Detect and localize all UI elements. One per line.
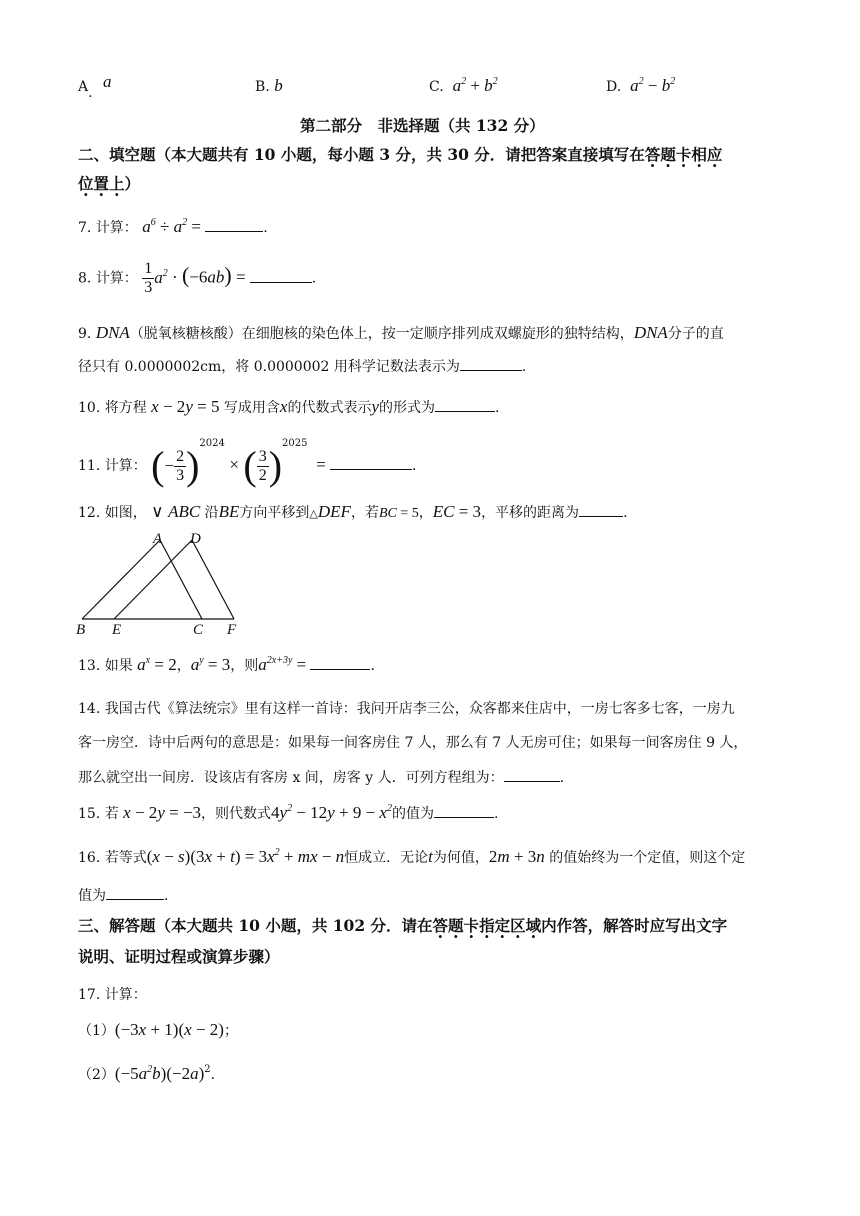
question-12: 12. 如图， ∨ ABC 沿BE方向平移到△DEF，若BC = 5，EC = 3，平移的距离为 . bbox=[78, 502, 628, 521]
label-d: D bbox=[190, 531, 201, 547]
option-a: A. a bbox=[78, 72, 112, 101]
question-14-line2: 客一房空．诗中后两句的意思是：如果每一间客房住 7 人，那么有 7 人无房可住；如果每一间客房住 9 人， bbox=[78, 735, 748, 751]
option-c: C. $a^2 + b^2$ bbox=[429, 76, 498, 95]
label-e: E bbox=[112, 622, 122, 638]
question-11: 11. 计算： (− $\frac{2}{3}$ )$^{2024}$ × ( $\frac{3}{2}$ )$^{2025}$ = . bbox=[78, 438, 417, 488]
question-7: 7. 计算： $a^6 \div a^2$ = . bbox=[78, 217, 268, 236]
option-b: B. b bbox=[255, 76, 283, 95]
question-16-line1: 16. 若等式$(x - s)(3x + t) = 3x^2$ + mx − n恒成立．无论t为何值，2m + 3n 的值始终为一个定值，则这个定 bbox=[78, 847, 746, 866]
question-14-line3: 那么就空出一间房．设该店有客房 x 间，房客 y 人．可列方程组为： . bbox=[78, 767, 564, 788]
side-ab bbox=[82, 540, 160, 619]
question-10: 10. 将方程 x − 2y = 5 写成用含x的代数式表示y的形式为 . bbox=[78, 397, 500, 416]
section3-line1: 三、解答题（本大题共 10 小题，共 102 分．请在答题卡指定区域内作答，解答时应写出文字 bbox=[78, 916, 728, 935]
question-17-title: 17. 计算： bbox=[78, 987, 147, 1003]
section2-line1: 二、填空题（本大题共有 10 小题，每小题 3 分，共 30 分．请把答案直接填写在答题卡相应 bbox=[78, 145, 723, 164]
label-a: A bbox=[153, 531, 163, 547]
section3-line2: 说明、证明过程或演算步骤） bbox=[78, 947, 280, 966]
question-17-part2: $(2)(-5a^2b)(-2a)^2$. bbox=[78, 1064, 216, 1083]
question-14-line1: 14. 我国古代《算法统宗》里有这样一首诗：我问开店李三公，众客都来住店中，一房七客多七客，一房九 bbox=[78, 701, 735, 717]
question-9-line2: 径只有 0.0000002cm，将 0.0000002 用科学记数法表示为 . bbox=[78, 356, 526, 377]
question-16-line2: 值为 . bbox=[78, 885, 168, 906]
question-17-part1: （1）(−3x + 1)(x − 2)； bbox=[78, 1020, 238, 1039]
translation-figure bbox=[74, 530, 244, 640]
part2-title: 第二部分 非选择题（共 132 分） bbox=[300, 116, 545, 135]
question-15: 15. 若 x − 2y = −3，则代数式$4y^2 - 12y + 9 - x^2$的值为 . bbox=[78, 803, 499, 822]
question-9-line1: 9. DNA（脱氧核糖核酸）在细胞核的染色体上，按一定顺序排列成双螺旋形的独特结构，DNA分子的直 bbox=[78, 323, 724, 342]
side-df bbox=[192, 540, 234, 619]
question-13: 13. 如果 $a^x = 2$，$a^y = 3$，则$a^{2x+3y}$ = . bbox=[78, 655, 375, 674]
label-c: C bbox=[193, 622, 204, 638]
section2-line2: 位置上） bbox=[78, 174, 141, 193]
question-8: 8. 计算： $\frac{1}{3}$ $a^2 \cdot (-6ab)$ = . bbox=[78, 260, 317, 296]
option-d: D. $a^2 - b^2$ bbox=[606, 76, 676, 95]
label-b: B bbox=[76, 622, 86, 638]
label-f: F bbox=[227, 622, 237, 638]
side-de bbox=[114, 540, 192, 619]
